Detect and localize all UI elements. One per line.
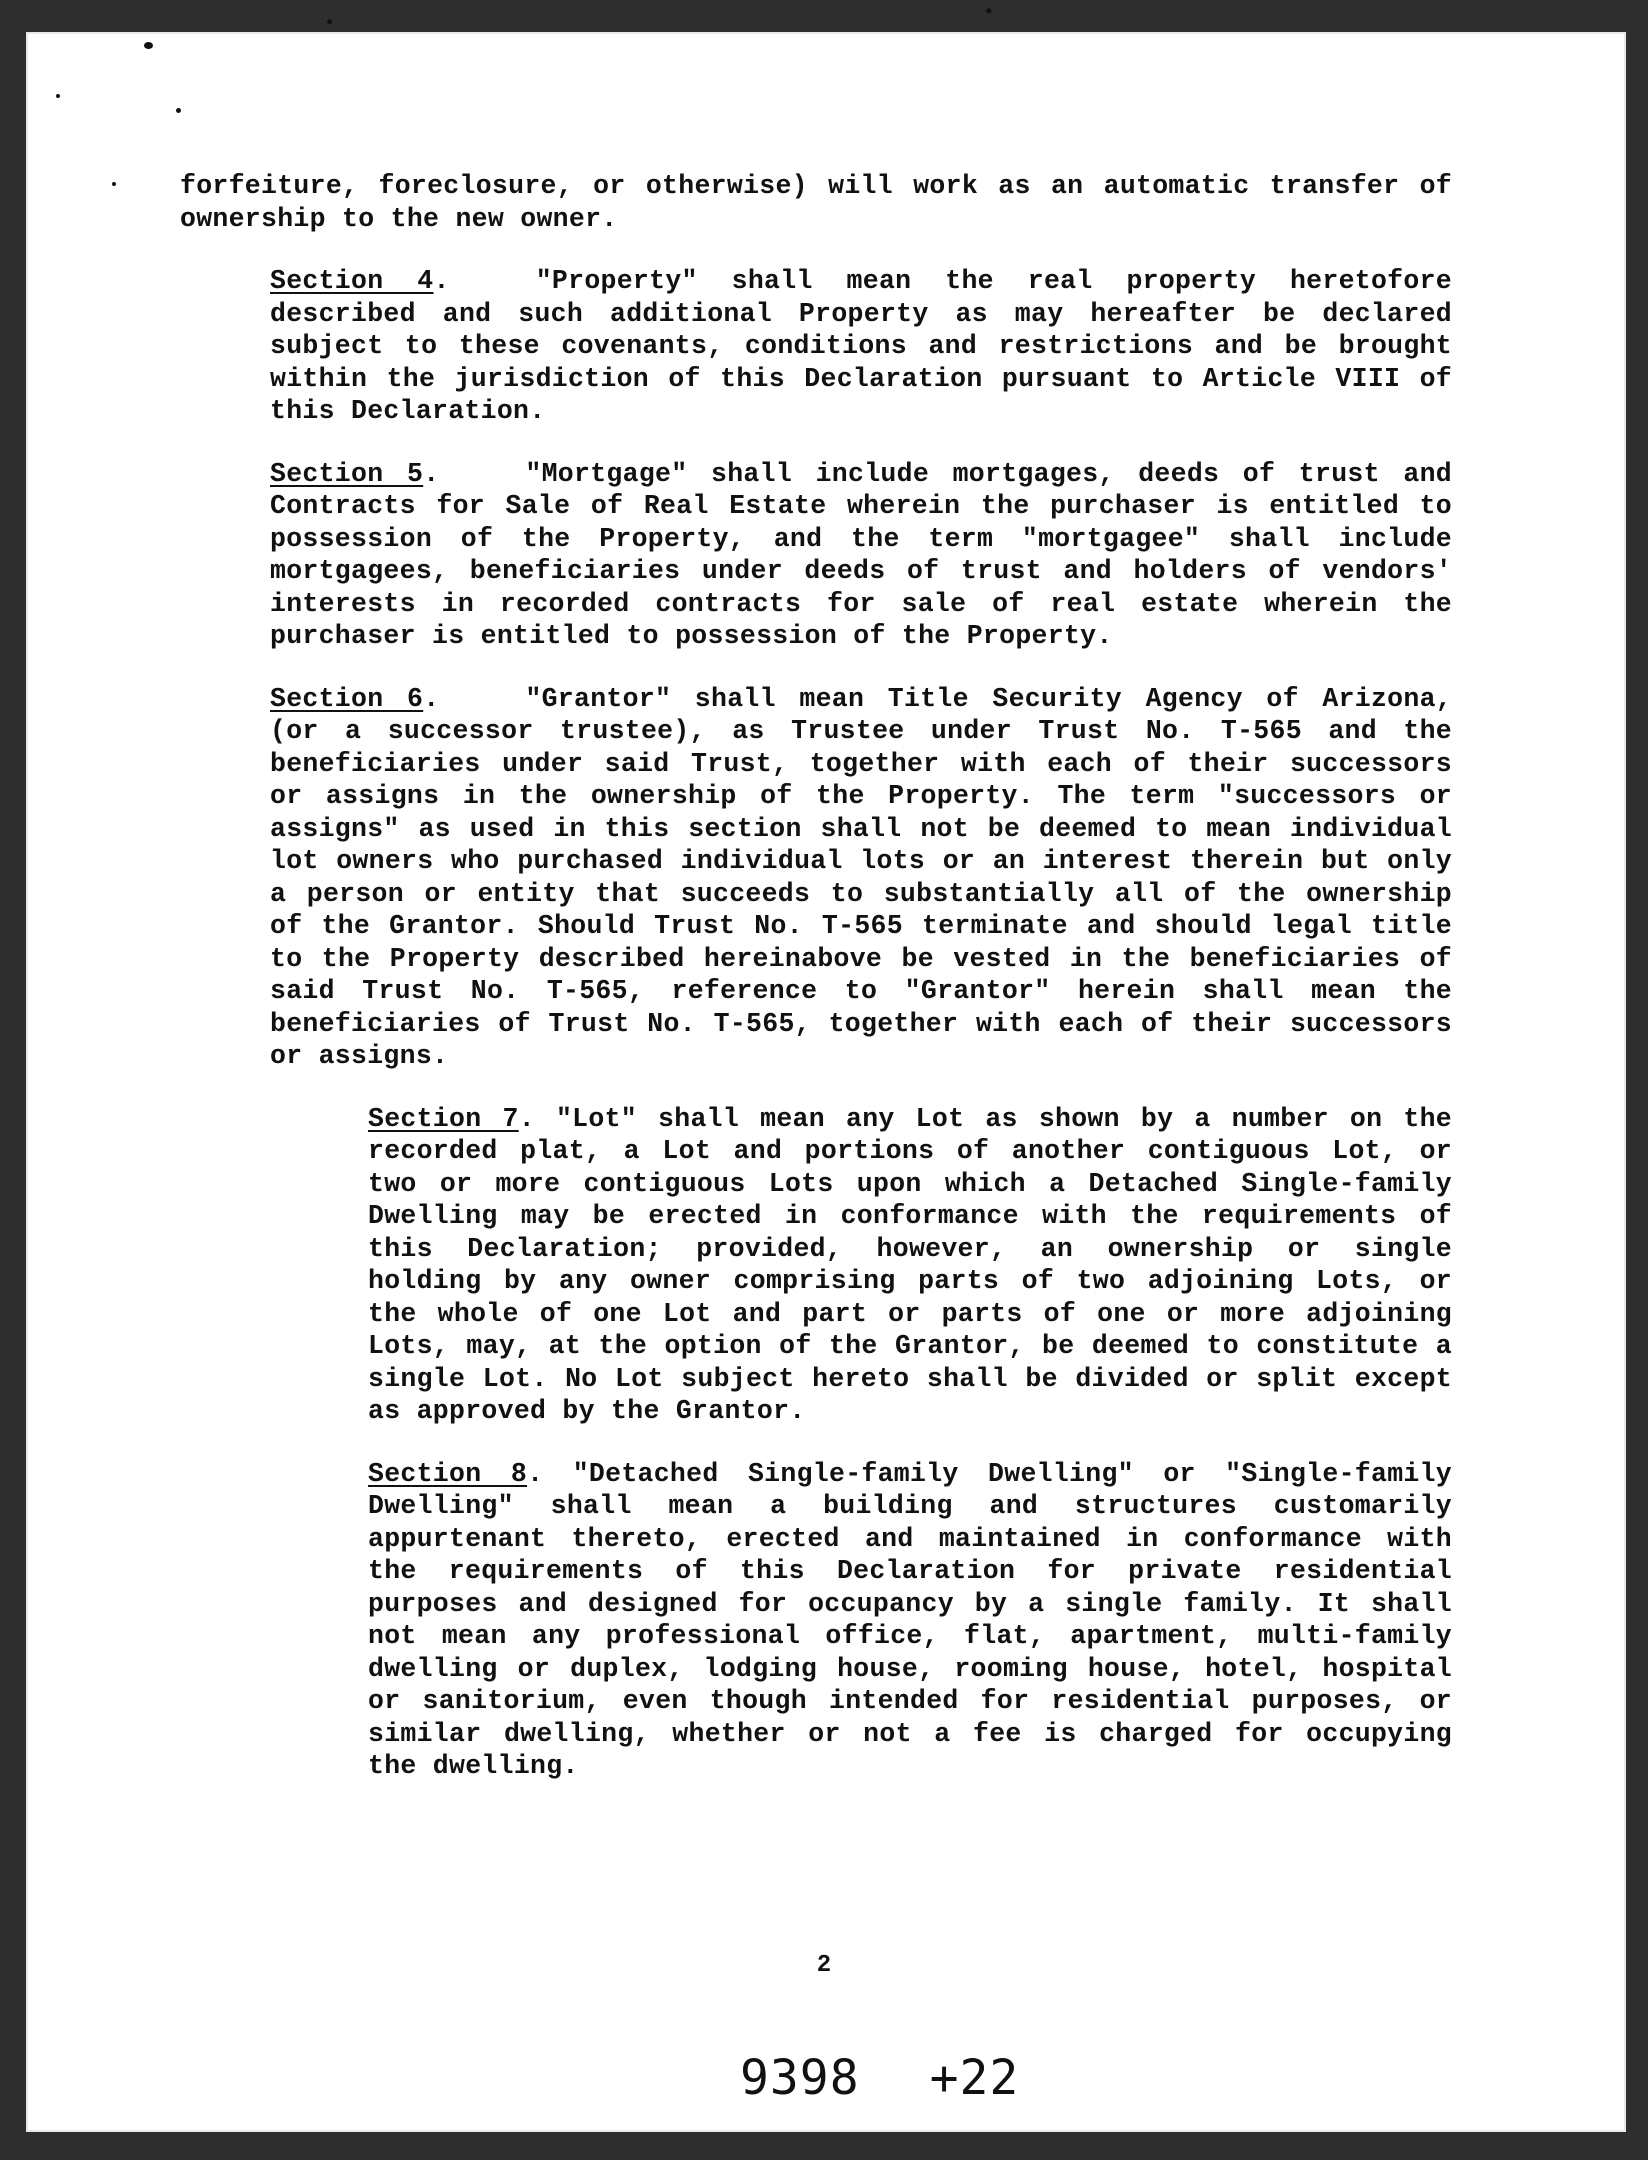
- scan-speck: [112, 182, 116, 186]
- paragraph-text: "Property" shall mean the real property heretofore described and such additional Property as may hereafter be declared subject to these covenants, conditions and restrictions and be brought within the jurisdiction of this Declaration pursuant to Article VIII of this Declaration.: [270, 266, 1452, 426]
- paragraph-text: "Lot" shall mean any Lot as shown by a number on the recorded plat, a Lot and portions of another contiguous Lot, or two or more contiguous Lots upon which a Detached Single-family Dwelling may be erected in conformance with the requirements of this Declaration; provided, however, an ownership or single holding by any owner comprising parts of two adjoining Lots, or the whole of one Lot and part or parts of one or more adjoining Lots, may, at the option of the Grantor, be deemed to constitute a single Lot. No Lot subject hereto shall be divided or split except as approved by the Grantor.: [368, 1103, 1452, 1426]
- paragraph-text: "Mortgage" shall include mortgages, deeds of trust and Contracts for Sale of Real Estate wherein the purchaser is entitled to possession of the Property, and the term "mortgagee" shall include mortgagees, beneficiaries under deeds of trust and holders of vendors' interests in recorded contracts for sale of real estate wherein the purchaser is entitled to possession of the Property.: [270, 458, 1452, 651]
- section-5-paragraph: Section 5. "Mortgage" shall include mortgages, deeds of trust and Contracts for Sale of Real Estate wherein the purchaser is entitled to possession of the Property, and the term "mortgagee" shall include mortgagees, beneficiaries under deeds of trust and holders of vendors' interests in recorded contracts for sale of real estate wherein the purchaser is entitled to possession of the Property.: [270, 458, 1452, 651]
- document-body: [180, 170, 1452, 1813]
- paragraph-text: "Grantor" shall mean Title Security Agency of Arizona, (or a successor trustee), as Trustee under Trust No. T-565 and the beneficiaries under said Trust, together with each of their successors or assigns in the ownership of the Property. The term "successors or assigns" as used in this section shall not be deemed to mean individual lot owners who purchased individual lots or an interest therein but only a person or entity that succeeds to substantially all of the ownership of the Grantor. Should Trust No. T-565 terminate and should legal title to the Property described hereinabove be vested in the beneficiaries of said Trust No. T-565, reference to "Grantor" herein shall mean the beneficiaries of Trust No. T-565, together with each of their successors or assigns.: [270, 683, 1452, 1071]
- section-7-paragraph: Section 7. "Lot" shall mean any Lot as shown by a number on the recorded plat, a Lot and portions of another contiguous Lot, or two or more contiguous Lots upon which a Detached Single-family Dwelling may be erected in conformance with the requirements of this Declaration; provided, however, an ownership or single holding by any owner comprising parts of two adjoining Lots, or the whole of one Lot and part or parts of one or more adjoining Lots, may, at the option of the Grantor, be deemed to constitute a single Lot. No Lot subject hereto shall be divided or split except as approved by the Grantor.: [368, 1103, 1452, 1426]
- section-heading: Section 7: [368, 1103, 519, 1134]
- scan-speck: [144, 42, 153, 49]
- section-heading: Section 4: [270, 266, 434, 296]
- paragraph-text: "Detached Single-family Dwelling" or "Single-family Dwelling" shall mean a building and structures customarily appurtenant thereto, erected and maintained in conformance with the requirements of this Declaration for private residential purposes and designed for occupancy by a single family. It shall not mean any professional office, flat, apartment, multi-family dwelling or duplex, lodging house, rooming house, hotel, hospital or sanitorium, even though intended for residential purposes, or similar dwelling, whether or not a fee is charged for occupying the dwelling.: [368, 1458, 1452, 1781]
- section-8-paragraph: Section 8. "Detached Single-family Dwelling" or "Single-family Dwelling" shall mean a building and structures customarily appurtenant thereto, erected and maintained in conformance with the requirements of this Declaration for private residential purposes and designed for occupancy by a single family. It shall not mean any professional office, flat, apartment, multi-family dwelling or duplex, lodging house, rooming house, hotel, hospital or sanitorium, even though intended for residential purposes, or similar dwelling, whether or not a fee is charged for occupying the dwelling.: [368, 1458, 1452, 1781]
- section-heading: Section 5: [270, 458, 424, 489]
- section-heading: Section 8: [368, 1458, 528, 1489]
- section-6-paragraph: Section 6. "Grantor" shall mean Title Security Agency of Arizona, (or a successor trustee), as Trustee under Trust No. T-565 and the beneficiaries under said Trust, together with each of their successors or assigns in the ownership of the Property. The term "successors or assigns" as used in this section shall not be deemed to mean individual lot owners who purchased individual lots or an interest therein but only a person or entity that succeeds to substantially all of the ownership of the Grantor. Should Trust No. T-565 terminate and should legal title to the Property described hereinabove be vested in the beneficiaries of said Trust No. T-565, reference to "Grantor" herein shall mean the beneficiaries of Trust No. T-565, together with each of their successors or assigns.: [270, 683, 1452, 1071]
- stamp-number-left: 9398: [740, 2050, 860, 2106]
- stamp-number-right: +22: [929, 2050, 1020, 2106]
- scan-speck: [56, 94, 60, 98]
- section-4-paragraph: Section 4. "Property" shall mean the real property heretofore described and such additional Property as may hereafter be declared subject to these covenants, conditions and restrictions and be brought within the jurisdiction of this Declaration pursuant to Article VIII of this Declaration.: [270, 266, 1452, 426]
- paragraph-text: forfeiture, foreclosure, or otherwise) will work as an automatic transfer of ownership to the new owner.: [180, 171, 1452, 234]
- page-number: 2: [816, 1952, 832, 1979]
- continuation-paragraph: [180, 170, 1452, 235]
- section-heading: Section 6: [270, 683, 424, 714]
- document-stamp: [740, 2050, 1019, 2106]
- scan-speck: [176, 108, 181, 113]
